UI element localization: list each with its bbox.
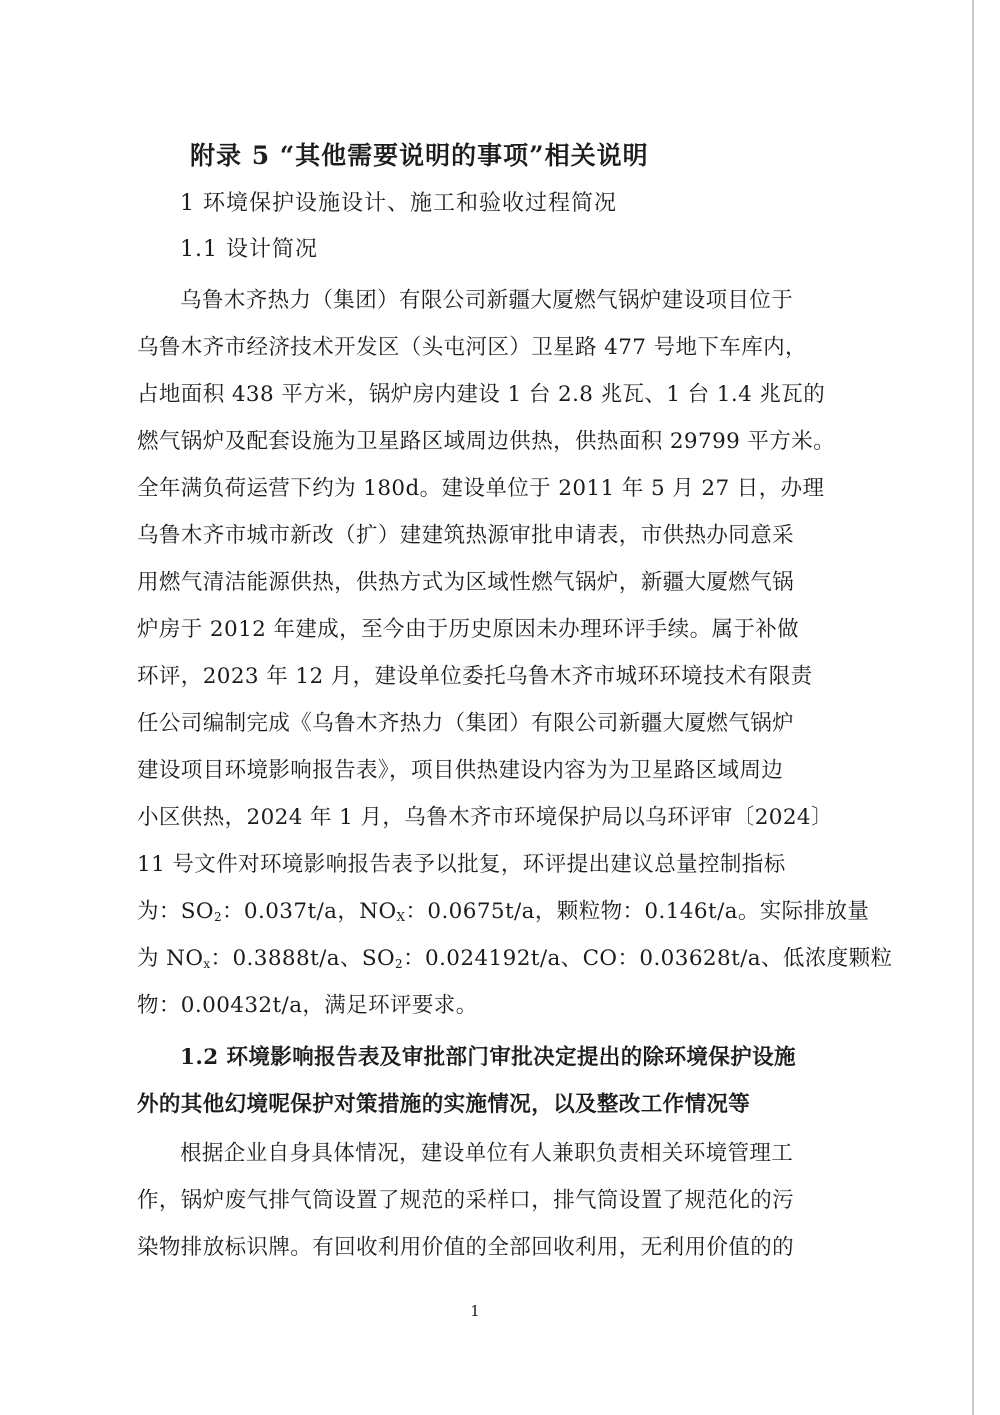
text-segment: ：0.037t/a，NO	[222, 899, 397, 924]
section-heading-1: 1 环境保护设施设计、施工和验收过程简况	[180, 191, 617, 216]
appendix-title: 附录 5 “其他需要说明的事项”相关说明	[190, 141, 649, 170]
paragraph-line: 炉房于 2012 年建成，至今由于历史原因未办理环评手续。属于补做	[137, 617, 800, 642]
paragraph-line: 环评，2023 年 12 月，建设单位委托乌鲁木齐市城环环境技术有限责	[137, 664, 813, 689]
paragraph-line: 用燃气清洁能源供热，供热方式为区域性燃气锅炉，新疆大厦燃气锅	[137, 570, 795, 595]
text-segment: ：0.024192t/a、CO：0.03628t/a、低浓度颗粒	[403, 946, 893, 971]
text-segment: ：0.0675t/a，颗粒物：0.146t/a。实际排放量	[405, 899, 870, 924]
section-heading-1-2-cont: 外的其他幻境呢保护对策措施的实施情况，以及整改工作情况等	[137, 1092, 751, 1117]
paragraph-line: 乌鲁木齐市城市新改（扩）建建筑热源审批申请表，市供热办同意采	[137, 523, 795, 548]
subscript: X	[396, 910, 406, 924]
paragraph-line: 任公司编制完成《乌鲁木齐热力（集团）有限公司新疆大厦燃气锅炉	[137, 711, 795, 736]
emission-limits-line	[137, 894, 869, 925]
paragraph-line: 燃气锅炉及配套设施为卫星路区域周边供热，供热面积 29799 平方米。	[137, 429, 836, 454]
paragraph-line: 小区供热，2024 年 1 月，乌鲁木齐市环境保护局以乌环评审〔2024〕	[137, 805, 833, 830]
paragraph-line: 作，锅炉废气排气筒设置了规范的采样口，排气筒设置了规范化的污	[137, 1188, 795, 1213]
paragraph-line: 乌鲁木齐市经济技术开发区（头屯河区）卫星路 477 号地下车库内，	[137, 335, 807, 360]
text-segment: 为：SO	[137, 899, 214, 924]
paragraph-line: 根据企业自身具体情况，建设单位有人兼职负责相关环境管理工	[180, 1141, 794, 1166]
subscript: 2	[213, 910, 223, 924]
paragraph-line: 占地面积 438 平方米，锅炉房内建设 1 台 2.8 兆瓦、1 台 1.4 兆瓦的	[137, 382, 826, 407]
subscript: 2	[395, 957, 404, 971]
paragraph-line: 11 号文件对环境影响报告表予以批复，环评提出建议总量控制指标	[137, 852, 786, 877]
emission-actual-line	[137, 941, 892, 972]
text-segment: 为 NO	[137, 946, 204, 971]
section-heading-1-1: 1.1 设计简况	[180, 237, 318, 262]
paragraph-line: 乌鲁木齐热力（集团）有限公司新疆大厦燃气锅炉建设项目位于	[180, 288, 794, 313]
section-heading-1-2: 1.2 环境影响报告表及审批部门审批决定提出的除环境保护设施	[180, 1045, 796, 1070]
page-number: 1	[470, 1302, 480, 1320]
text-segment: ：0.3888t/a、SO	[210, 946, 396, 971]
paragraph-line: 染物排放标识牌。有回收利用价值的全部回收利用，无利用价值的的	[137, 1235, 795, 1260]
paragraph-line: 建设项目环境影响报告表》，项目供热建设内容为为卫星路区域周边	[137, 758, 784, 783]
paragraph-line: 全年满负荷运营下约为 180d。建设单位于 2011 年 5 月 27 日，办理	[137, 476, 825, 501]
paragraph-line: 物：0.00432t/a，满足环评要求。	[137, 993, 478, 1018]
subscript: x	[203, 957, 211, 971]
